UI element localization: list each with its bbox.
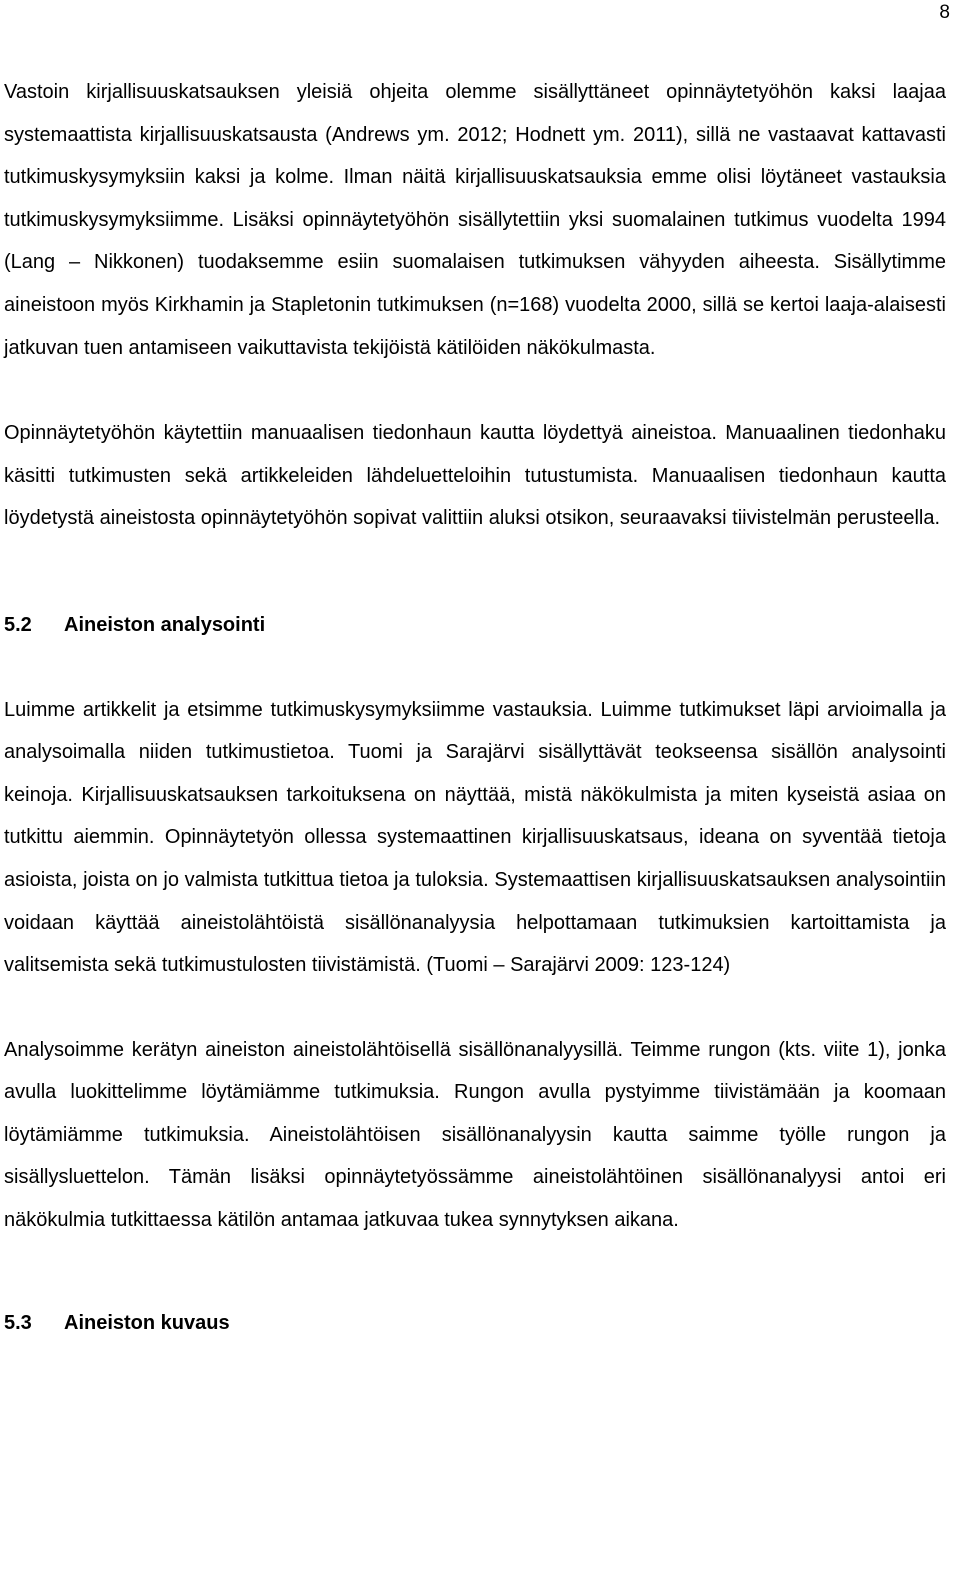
paragraph-analysis: Luimme artikkelit ja etsimme tutkimuskysymyksiimme vastauksia. Luimme tutkimukset läpi arvioimalla ja analysoimalla niiden tutkimustietoa. Tuomi ja Sarajärvi sisällyttävät teokseensa sisällön analysointi keinoja. Kirjallisuuskatsauksen tarkoituksena on näyttää, mistä näkökulmista ja miten kyseistä asiaa on tutkittu aiemmin. Opinnäytetyön ollessa systemaattinen kirjallisuuskatsaus, ideana on syventää tietoja asioista, joista on jo valmista tutkittua tietoa ja tuloksia. Systemaattisen kirjallisuuskatsauksen analysointiin voidaan käyttää aineistolähtöistä sisällönanalyysia helpottamaan tutkimuksien kartoittamista ja valitsemista sekä tutkimustulosten tiivistämistä. (Tuomi – Sarajärvi 2009: 123-124) [4, 698, 946, 977]
section-number: 5.2 [4, 613, 32, 636]
section-title: Aineiston analysointi [64, 613, 266, 636]
heading-spacer [4, 647, 946, 689]
document-body [4, 71, 946, 1344]
section-heading-5-2 [4, 604, 946, 647]
paragraph-spacer [4, 987, 946, 1029]
section-heading-5-3 [4, 1302, 946, 1345]
paragraph-spacer [4, 369, 946, 412]
section-title: Aineiston kuvaus [64, 1311, 230, 1334]
page-number: 8 [939, 2, 950, 23]
section-spacer [4, 540, 946, 604]
section-spacer [4, 1242, 946, 1302]
paragraph-literature-review: Vastoin kirjallisuuskatsauksen yleisiä ohjeita olemme sisällyttäneet opinnäytetyöhön kaksi laajaa systemaattista kirjallisuuskatsausta (Andrews ym. 2012; Hodnett ym. 2011), sillä ne vastaavat kattavasti tutkimuskysymyksiin kaksi ja kolme. Ilman näitä kirjallisuuskatsauksia emme olisi löytäneet vastauksia tutkimuskysymyksiimme. Lisäksi opinnäytetyöhön sisällytettiin yksi suomalainen tutkimus vuodelta 1994 (Lang – Nikkonen) tuodaksemme esiin suomalaisen tutkimuksen vähyyden aiheesta. Sisällytimme aineistoon myös Kirkhamin ja Stapletonin tutkimuksen (n=168) vuodelta 2000, sillä se kertoi laaja-alaisesti jatkuvan tuen antamiseen vaikuttavista tekijöistä kätilöiden näkökulmasta. [4, 81, 946, 359]
paragraph-manual-search: Opinnäytetyöhön käytettiin manuaalisen tiedonhaun kautta löydettyä aineistoa. Manuaalinen tiedonhaku käsitti tutkimusten sekä artikkeleiden lähdeluetteloihin tutustumista. Manuaalisen tiedonhaun kautta löydetystä aineistosta opinnäytetyöhön sopivat valittiin aluksi otsikon, seuraavaksi tiivistelmän perusteella. [4, 422, 946, 530]
paragraph-content-analysis: Analysoimme kerätyn aineiston aineistolähtöisellä sisällönanalyysillä. Teimme rungon (kts. viite 1), jonka avulla luokittelimme löytämiämme tutkimuksia. Rungon avulla pystyimme tiivistämään ja koomaan löytämiämme tutkimuksia. Aineistolähtöisen sisällönanalyysin kautta saimme työlle rungon ja sisällysluettelon. Tämän lisäksi opinnäytetyössämme aineistolähtöinen sisällönanalyysi antoi eri näkökulmia tutkittaessa kätilön antamaa jatkuvaa tukea synnytyksen aikana. [4, 1038, 946, 1232]
section-number: 5.3 [4, 1311, 32, 1334]
